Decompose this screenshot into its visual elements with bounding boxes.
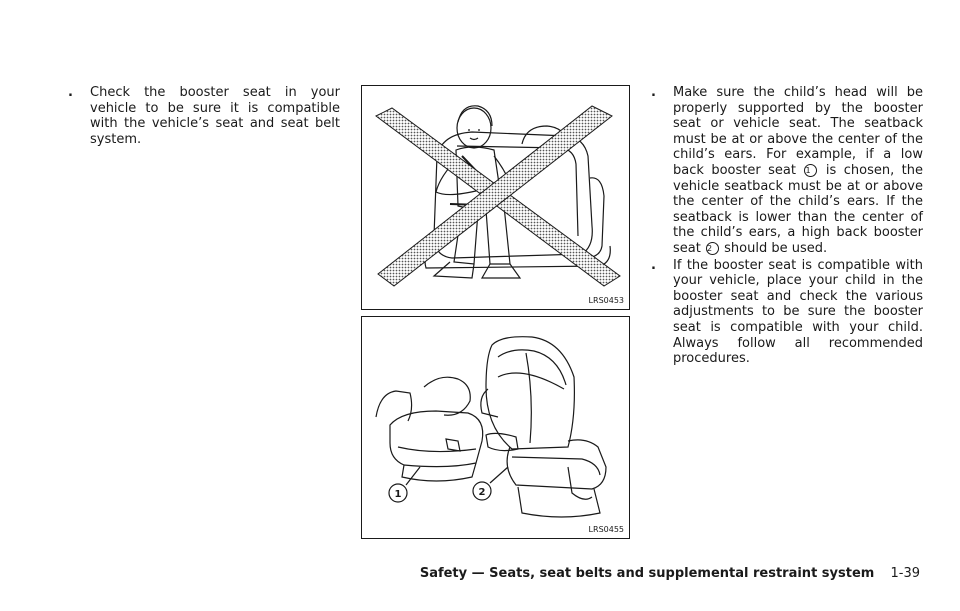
callout-2-label: 2 [478,487,486,498]
bullet-text-part: is chosen, the vehicle seatback must be at or above the center of the child’s ears. If the seatback is lower than the center of the child’s ears, a high back booster seat [673,162,923,256]
circled-number-1: 1 [804,164,817,177]
page-number: 1-39 [890,566,920,581]
bullet-text: If the booster seat is compatible with your vehicle, place your child in the booster seat and check the various adjustments to be sure the booster seat is compatible with your child. Always follow all recommended procedures. [673,257,923,367]
bullet-item [645,85,923,257]
bullet-marker: . [651,257,656,273]
figure-booster-seats [361,316,630,539]
bullet-item [645,258,923,367]
booster-seats-illustration [362,317,629,538]
left-column [62,85,340,148]
bullet-text-part: should be used. [724,240,828,256]
bullet-text: Check the booster seat in your vehicle to be sure it is compatible with the vehicle’s seat and seat belt system. [90,85,340,147]
figure-code: LRS0453 [588,296,624,305]
figure-code: LRS0455 [588,525,624,534]
low-booster-armrest [376,391,412,421]
callout-1-label: 1 [394,489,402,500]
footer-section-title: Safety — Seats, seat belts and supplemental restraint system [419,566,875,581]
circled-number-2: 2 [706,242,719,255]
bullet-marker: . [651,85,656,100]
page-footer [420,566,920,581]
right-column [645,85,923,368]
bullet-marker: . [68,85,73,100]
bullet-text-part: Make sure the child’s head will be properly supported by the booster seat or vehicle seat. The seatback must be at or above the center of the child’s ears. For example, if a low back booster seat [673,85,923,178]
bullet-item [62,85,340,147]
child-in-vehicle-seat-illustration [362,86,629,309]
figure-incorrect-seat [361,85,630,310]
